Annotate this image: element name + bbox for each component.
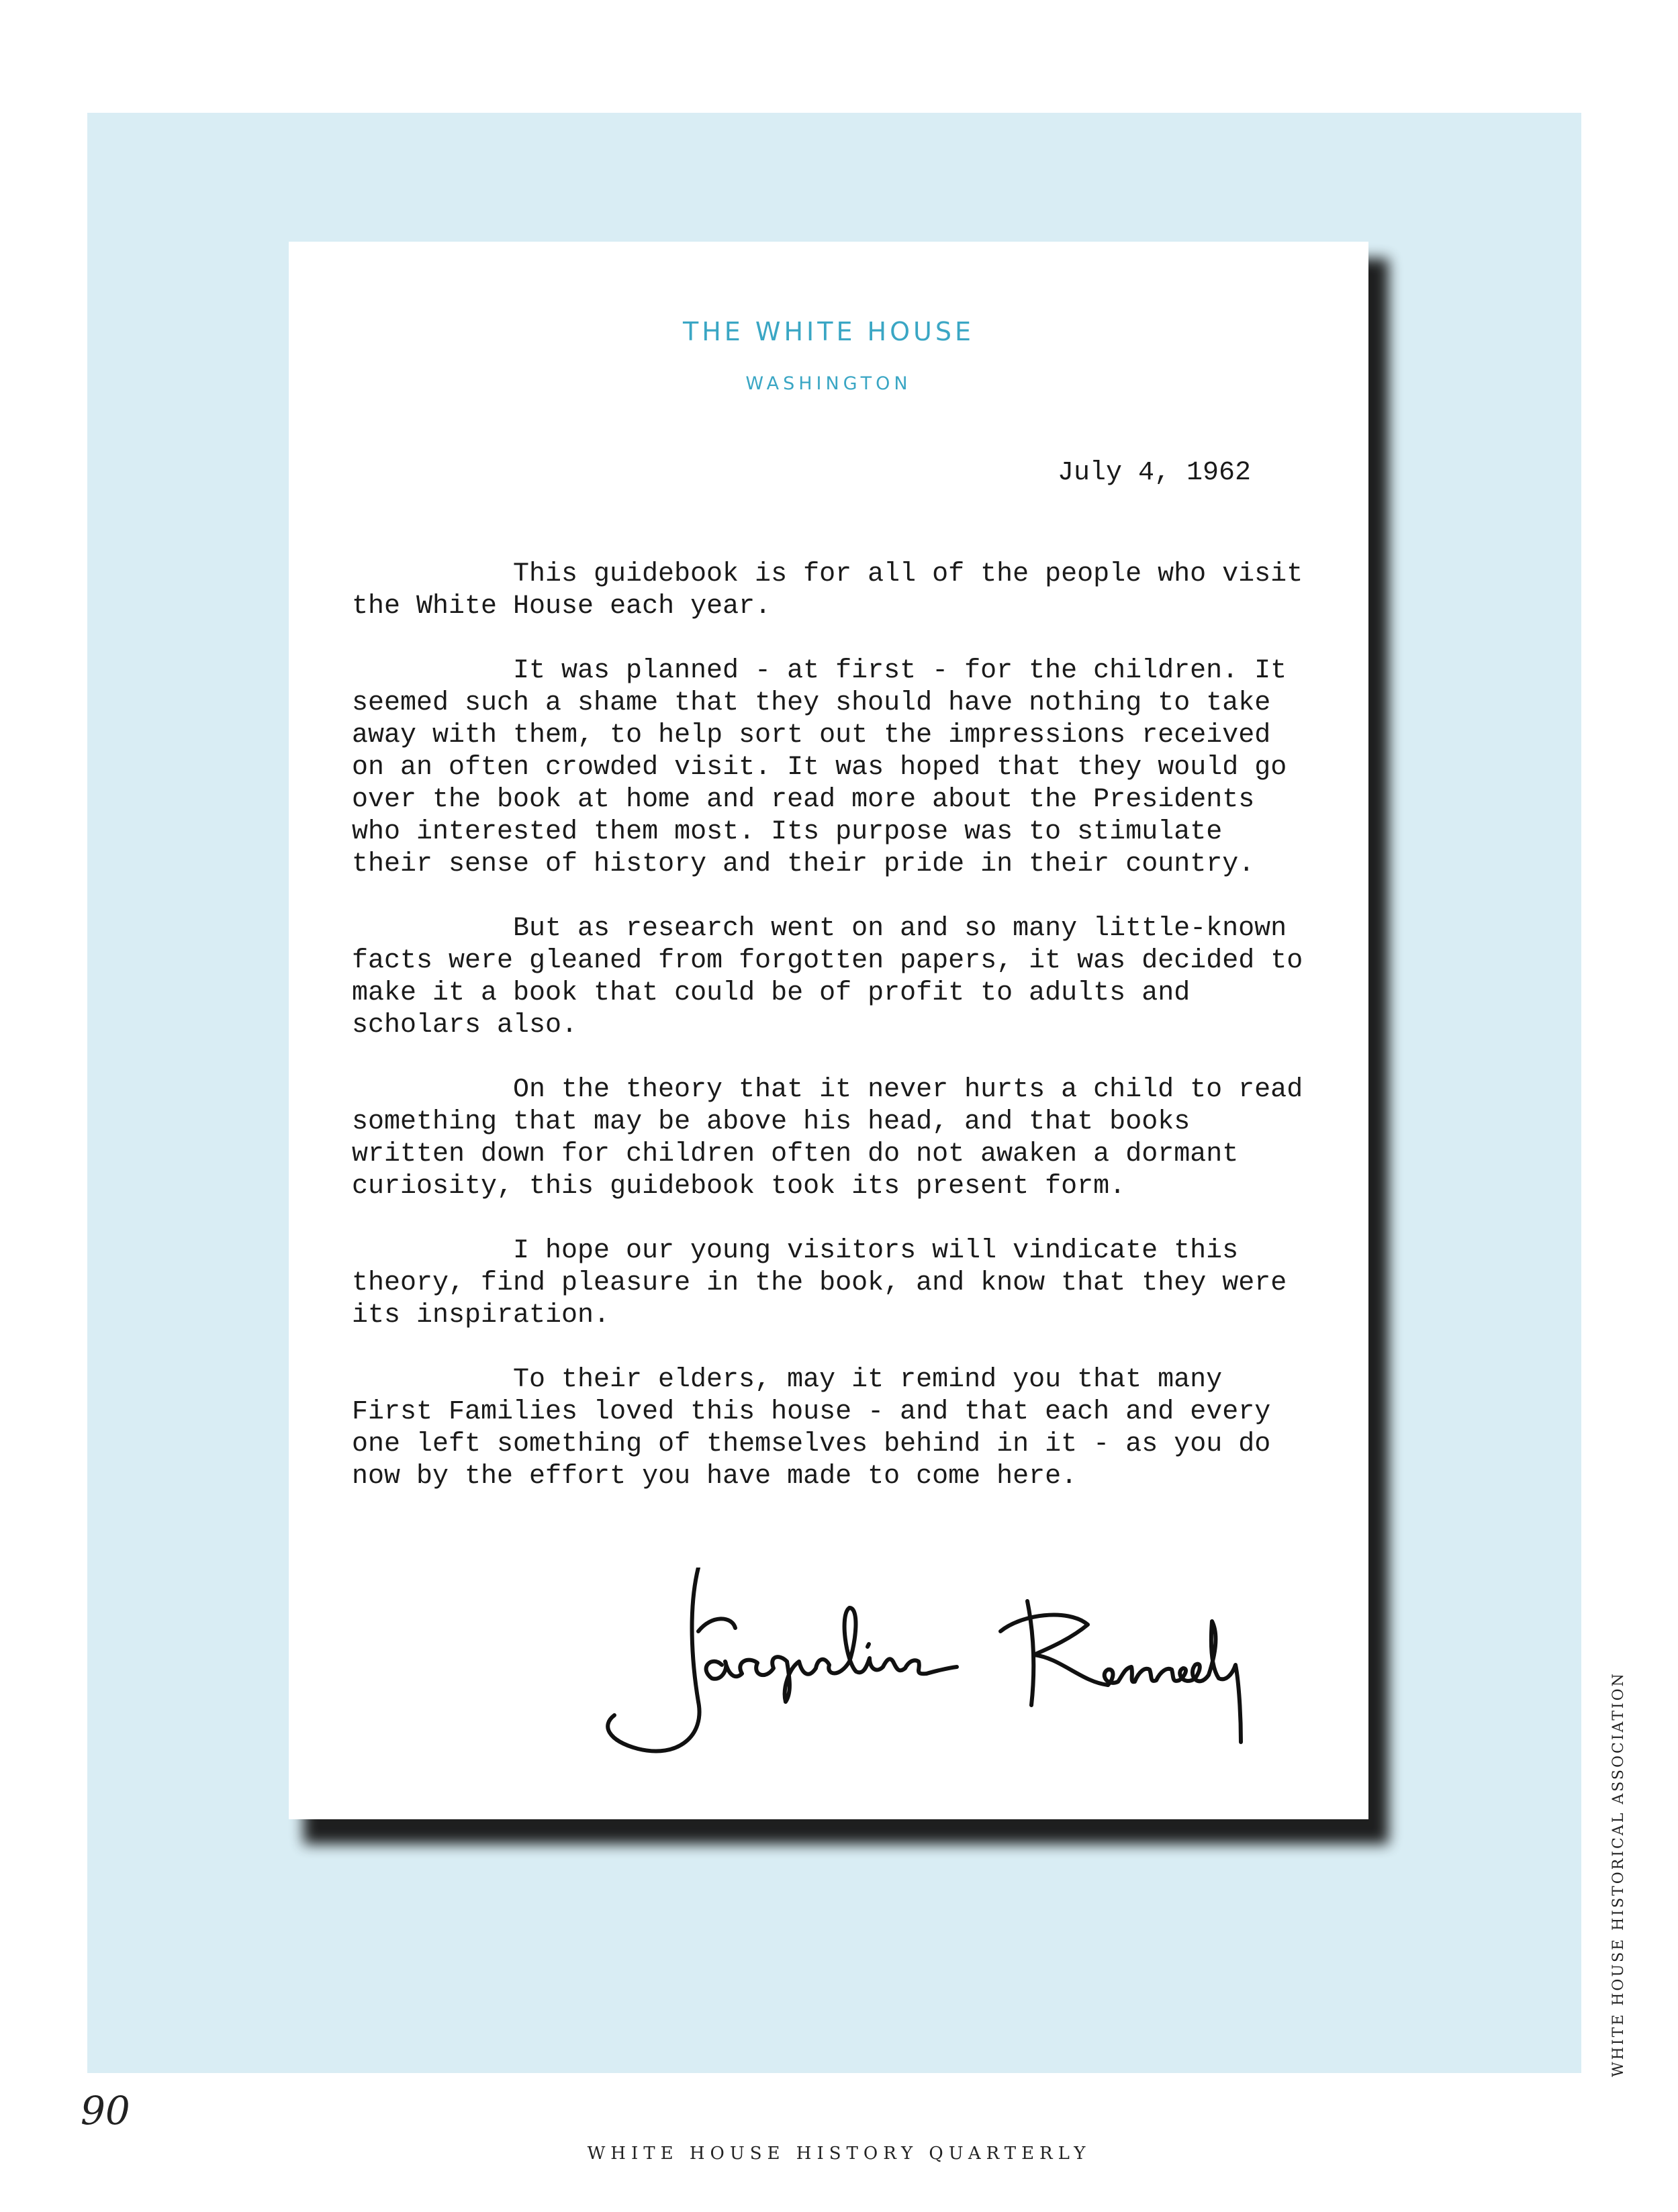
publication-title: WHITE HOUSE HISTORY QUARTERLY xyxy=(587,2144,1091,2164)
letter-body xyxy=(352,559,1305,1525)
letterhead-subtitle: WASHINGTON xyxy=(745,373,912,394)
letter-paragraph: To their elders, may it remind you that many First Families loved this house - and that each and every one left something of themselves behind in it - as you do now by the effort you have made to come here. xyxy=(352,1365,1271,1492)
letterhead-title: THE WHITE HOUSE xyxy=(683,317,974,346)
page-number: 90 xyxy=(81,2088,130,2133)
letter-sheet xyxy=(289,242,1368,1819)
photo-credit: WHITE HOUSE HISTORICAL ASSOCIATION xyxy=(1610,1672,1627,2077)
letter-paragraph: On the theory that it never hurts a child to read something that may be above his head, and that books written down for children often do not awaken a dormant curiosity, this guidebook took its present form. xyxy=(352,1075,1303,1202)
handwritten-signature xyxy=(598,1568,1269,1762)
letter-paragraph: But as research went on and so many little-known facts were gleaned from forgotten papers, it was decided to make it a book that could be of profit to adults and scholars also. xyxy=(352,914,1303,1041)
letter-paragraph: It was planned - at first - for the children. It seemed such a shame that they should have nothing to take away with them, to help sort out the impressions received on an often crowded visit. It was hoped that they would go over the book at home and read more about the Presidents who interested them most. Its purpose was to stimulate their sense of history and their pride in their country. xyxy=(352,656,1287,879)
letter-paragraph: I hope our young visitors will vindicate this theory, find pleasure in the book, and know that they were its inspiration. xyxy=(352,1236,1287,1331)
letter-date: July 4, 1962 xyxy=(1057,458,1251,488)
letter-paragraph: This guidebook is for all of the people who visit the White House each year. xyxy=(352,559,1303,622)
